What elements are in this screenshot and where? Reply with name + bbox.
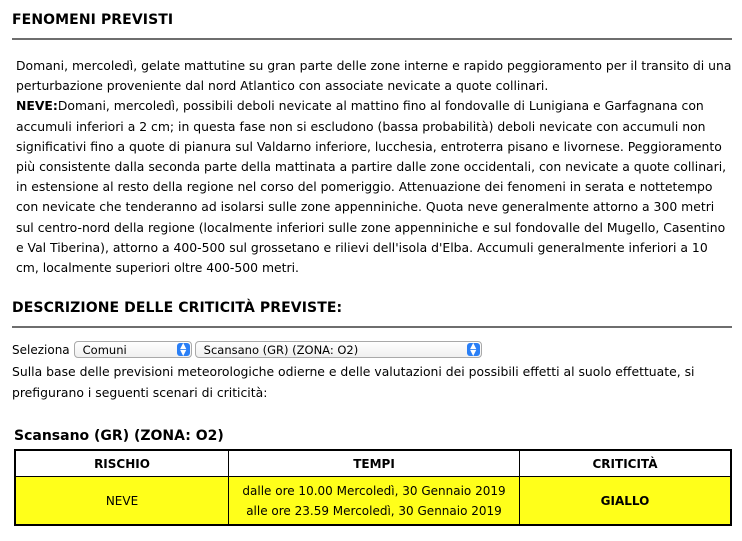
header-tempi: TEMPI (229, 450, 520, 477)
select-label: Seleziona (12, 342, 70, 357)
forecast-text (16, 56, 734, 278)
criticita-description: Sulla base delle previsioni meteorologiche odierne e delle valutazioni dei possibili effetti al suolo effettuate, si prefigurano i seguenti scenari di criticità: (12, 364, 695, 400)
select-zone[interactable] (195, 341, 482, 358)
select-type[interactable] (74, 341, 192, 358)
neve-text: Domani, mercoledì, possibili deboli nevicate al mattino fino al fondovalle di Lunigiana e Garfagnana con accumuli inferiori a 2 cm; in questa fase non si escludono (bassa probabilità) deboli nevicate con accumuli non significativi fino a quote di pianura sul Valdarno inferiore, lucchesia, entroterra pisano e livornese. Peggioramento più consistente dalla seconda parte della mattinata a partire dalle zone occidentali, con nevicate a quote collinari, in estensione al resto della regione nel corso del pomeriggio. Attenuazione dei fenomeni in serata e nottetempo con nevicate che tenderanno ad isolarsi sulle zone appenniniche. Quota neve generalmente attorno a 300 metri sul centro-nord della regione (localmente inferiori sulle zone appenniniche e sul fondovalle del Mugello, Casentino e Val Tiberina), attorno a 400-500 sul grossetano e rilievi dell'isola d'Elba. Accumuli generalmente inferiori a 10 cm, localmente superiori oltre 400-500 metri. (16, 98, 727, 276)
cell-tempi (229, 477, 520, 526)
chevron-updown-icon: ▲ ▼ (177, 343, 190, 356)
section-divider (12, 326, 732, 328)
select-zone-value: Scansano (GR) (ZONA: O2) (203, 343, 359, 357)
criticita-table (14, 449, 732, 526)
header-criticita: CRITICITÀ (520, 450, 732, 477)
section-divider (12, 38, 732, 40)
chevron-updown-icon: ▲ ▼ (467, 343, 480, 356)
selector-row (12, 339, 482, 360)
neve-label: NEVE: (16, 98, 58, 114)
table-header-row (15, 450, 731, 477)
tempi-start: dalle ore 10.00 Mercoledì, 30 Gennaio 2019 (242, 483, 506, 498)
section-title-criticita: DESCRIZIONE DELLE CRITICITÀ PREVISTE: (12, 300, 343, 316)
select-type-value: Comuni (82, 343, 127, 357)
zone-title: Scansano (GR) (ZONA: O2) (14, 428, 224, 444)
cell-rischio: NEVE (15, 477, 229, 526)
forecast-intro: Domani, mercoledì, gelate mattutine su gran parte delle zone interne e rapido peggioramento per il transito di una perturbazione proveniente dal nord Atlantico con associate nevicate a quote collinari. (16, 58, 732, 94)
table-row (15, 477, 731, 526)
tempi-end: alle ore 23.59 Mercoledì, 30 Gennaio 2019 (246, 503, 502, 518)
forecast-neve (16, 96, 734, 278)
header-rischio: RISCHIO (15, 450, 229, 477)
section-title-fenomeni: FENOMENI PREVISTI (12, 12, 174, 28)
cell-criticita: GIALLO (520, 477, 732, 526)
